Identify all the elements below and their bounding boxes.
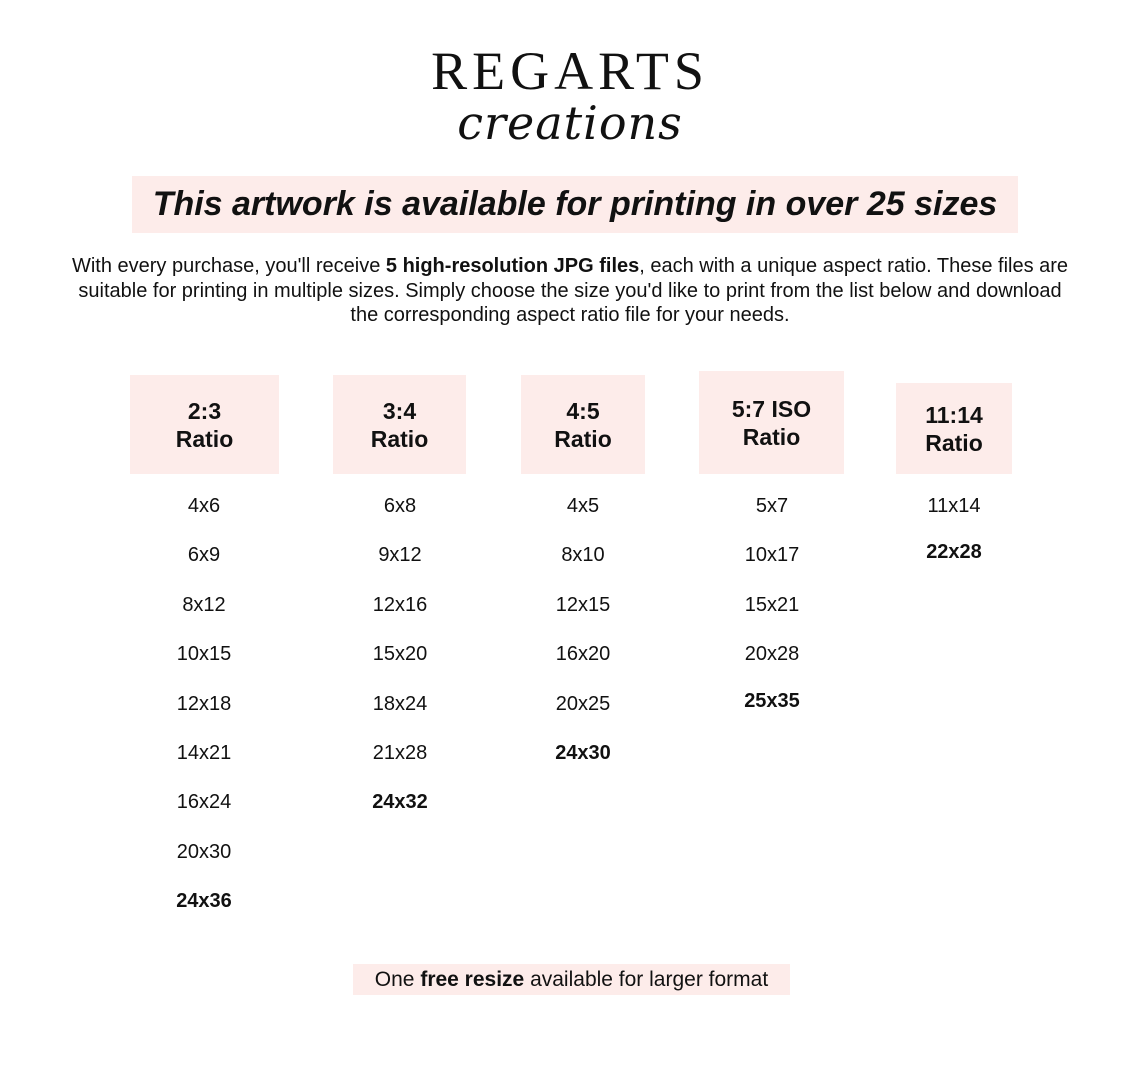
size-item: 8x12: [182, 593, 226, 616]
ratio-header-2-3: [130, 375, 279, 474]
ratio-word: Ratio: [742, 423, 801, 450]
size-list-4-5: [503, 494, 663, 790]
ratio-word: Ratio: [925, 429, 983, 456]
ratio-label: 11:14: [925, 401, 983, 428]
size-list-11-14: [874, 494, 1034, 589]
size-item: 12x16: [372, 593, 428, 616]
size-item-largest: 22x28: [926, 541, 982, 563]
intro-text-start: With every purchase, you'll receive: [71, 255, 386, 277]
size-item-largest: 24x36: [176, 890, 232, 913]
brand-subtitle: creations: [457, 96, 683, 150]
ratio-label: 3:4: [382, 397, 417, 424]
intro-paragraph: [70, 254, 1070, 328]
ratio-header-4-5: [521, 375, 645, 474]
size-item: 20x30: [176, 840, 232, 863]
ratio-word: Ratio: [370, 425, 429, 452]
size-item: 4x6: [187, 495, 221, 517]
size-item-largest: 25x35: [744, 689, 800, 712]
ratio-header-11-14: [896, 383, 1012, 474]
ratio-word: Ratio: [175, 425, 234, 452]
ratio-header-3-4: [333, 375, 466, 474]
size-item: 20x28: [744, 643, 800, 666]
footer-highlight: free resize: [420, 968, 525, 991]
size-item: 16x24: [176, 791, 232, 814]
size-item: 10x17: [744, 544, 800, 567]
size-item: 15x21: [744, 593, 800, 616]
size-item: 10x15: [176, 643, 232, 666]
ratio-label: 5:7 ISO: [731, 395, 812, 422]
ratio-word: Ratio: [554, 425, 612, 452]
footer-text-start: One: [374, 968, 421, 991]
size-item: 6x9: [187, 544, 221, 567]
size-item: 14x21: [176, 741, 232, 764]
size-item: 15x20: [372, 643, 428, 666]
size-item: 11x14: [927, 495, 981, 517]
intro-highlight: 5 high-resolution JPG files: [385, 255, 640, 277]
size-item: 16x20: [555, 643, 611, 666]
ratio-label: 4:5: [566, 397, 600, 424]
size-item: 21x28: [372, 741, 428, 764]
ratio-label: 2:3: [187, 397, 222, 424]
size-list-2-3: [124, 494, 284, 939]
size-item: 12x15: [555, 593, 611, 616]
size-item-largest: 24x30: [555, 741, 611, 764]
size-item: 8x10: [561, 544, 605, 567]
size-list-5-7-iso: [692, 494, 852, 738]
size-item: 12x18: [176, 692, 232, 715]
intro-text-end: , each with a unique aspect ratio. These files are suitable for printing in multiple sizes. Simply choose the size you'd like to print from the list below and download the corresponding aspect ratio file for your needs.: [78, 255, 1069, 326]
size-item: 6x8: [383, 495, 417, 517]
size-list-3-4: [320, 494, 480, 840]
size-item: 18x24: [372, 692, 428, 715]
size-item: 20x25: [555, 692, 611, 715]
free-resize-note: [353, 964, 790, 995]
footer-text-end: available for larger format: [524, 968, 769, 991]
size-item-largest: 24x32: [372, 791, 428, 814]
size-item: 4x5: [566, 495, 600, 517]
ratio-header-5-7-iso: [699, 371, 844, 474]
size-item: 9x12: [378, 544, 422, 567]
headline: This artwork is available for printing in over 25 sizes: [132, 176, 1018, 233]
size-item: 5x7: [755, 495, 789, 517]
brand-name: REGARTS: [431, 41, 709, 101]
